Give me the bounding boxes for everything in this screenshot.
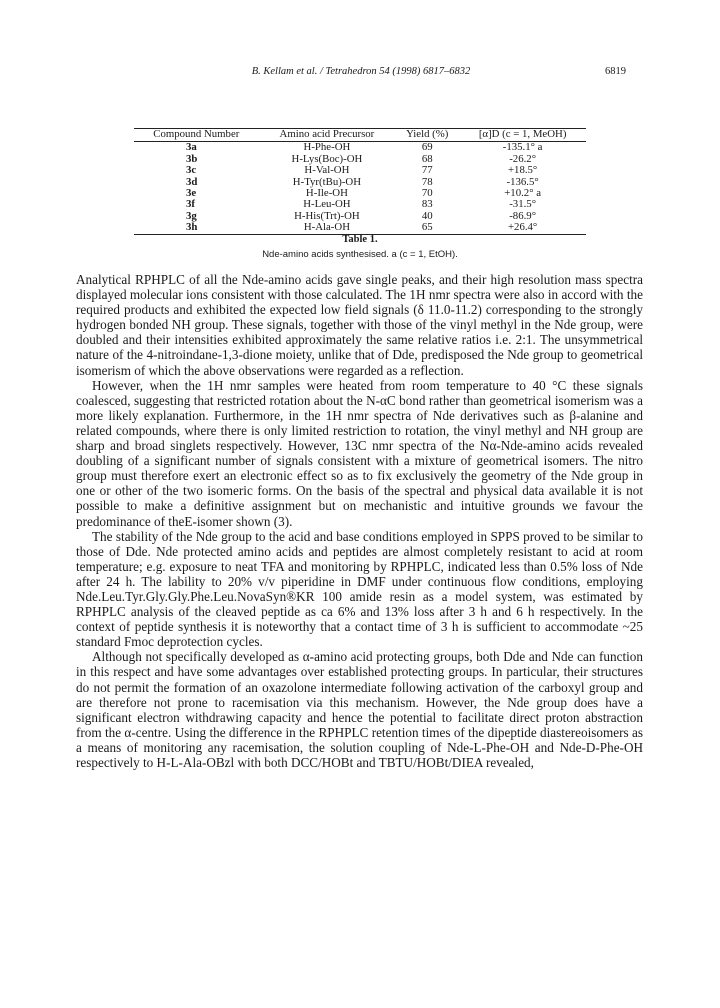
cell-yield: 69 [421,141,433,154]
cell-rotation: -135.1° a [502,141,543,154]
cell-yield: 40 [421,209,433,222]
cell-compound: 3b [186,152,198,165]
table-header-row [134,129,586,142]
col-header-compound: Compound Number [134,129,259,142]
cell-precursor: H-Lys(Boc)-OH [291,152,363,165]
running-title: B. Kellam et al. / Tetrahedron 54 (1998) 6817–6832 [251,66,471,77]
col-header-yield: Yield (%) [395,129,459,142]
cell-rotation: +26.4° [459,222,586,234]
cell-precursor: H-His(Trt)-OH [294,209,360,222]
table-label: Table 1. [342,234,378,245]
cell-rotation: +10.2° a [504,187,542,200]
cell-yield: 83 [421,198,433,211]
cell-precursor: H-Ile-OH [305,187,348,200]
cell-rotation: -31.5° [509,198,537,211]
page-header [96,66,626,82]
cell-compound: 3a [186,141,197,154]
cell-compound: 3h [134,222,259,234]
paragraph: However, when the 1H nmr samples were heated from room temperature to 40 °C these signals coalesced, suggesting that restricted rotation about the N-αC bond rather than geometrical isomerism was a more likely explanation. Furthermore, in the 1H nmr spectra of Nde derivatives such as β-alanine and related compounds, where there is only limited restriction to rotation, the vinyl methyl and NH group are sharp and broad singlets respectively. However, 13C nmr spectra of the Nα-Nde-amino acids revealed doubling of a significant number of signals consistent with a mixture of geometrical isomers. The nitro group must therefore exert an electronic effect so as to fix exclusively the geometry of the Nde group in one or other of the two isomeric forms. On the basis of the spectral and physical data available it is not possible to make a definitive assignment but on mechanistic and intuitive grounds we favour the predominance of theE-isomer shown (3). [76,377,643,529]
cell-precursor: H-Leu-OH [303,198,351,211]
cell-precursor: H-Ala-OH [259,222,396,234]
cell-compound: 3e [186,187,197,200]
cell-rotation: +18.5° [507,164,538,177]
cell-precursor: H-Phe-OH [303,141,351,154]
cell-rotation: -136.5° [506,175,539,188]
compound-table-container [134,128,586,235]
table-caption: Nde-amino acids synthesised. a (c = 1, EtOH). [262,249,458,260]
cell-yield: 68 [421,152,433,165]
cell-rotation: -86.9° [509,209,537,222]
cell-yield: 77 [421,164,433,177]
cell-yield: 70 [421,187,433,200]
cell-precursor: H-Val-OH [304,164,350,177]
table-row [134,222,586,234]
cell-yield: 65 [395,222,459,234]
col-header-precursor: Amino acid Precursor [259,129,396,142]
paragraph: The stability of the Nde group to the acid and base conditions employed in SPPS proved to be similar to those of Dde. Nde protected amino acids and peptides are almost completely resistant to acid at room temperature; e.g. exposure to neat TFA and monitoring by RPHPLC, indicated less than 0.5% loss of Nde after 24 h. The lability to 20% v/v piperidine in DMF under continuous flow conditions, employing Nde.Leu.Tyr.Gly.Gly.Phe.Leu.NovaSyn®KR 100 amide resin as a model system, was estimated by RPHPLC analysis of the cleaved peptide as ca 6% and 13% loss after 3 h and 6 h respectively. In the context of peptide synthesis it is noteworthy that a contact time of 3 h is sufficient to accommodate ~25 standard Fmoc deprotection cycles. [76,528,643,650]
cell-yield: 78 [421,175,433,188]
cell-precursor: H-Tyr(tBu)-OH [292,175,362,188]
paragraph: Although not specifically developed as α-amino acid protecting groups, both Dde and Nde can function in this respect and have some advantages over established protecting groups. In particular, their structures do not permit the formation of an oxazolone intermediate following activation of the carboxyl group and are therefore not prone to racemisation via this mechanism. However, the Nde group does have a significant electron withdrawing capacity and hence the potential to facilitate direct proton abstraction from the α-centre. Using the difference in the RPHPLC retention times of the dipeptide diastereoisomers as a means of monitoring any racemisation, the solution coupling of Nde-L-Phe-OH and Nde-D-Phe-OH respectively to H-L-Ala-OBzl with both DCC/HOBt and TBTU/HOBt/DIEA revealed, [76,649,643,770]
paragraph: Analytical RPHPLC of all the Nde-amino acids gave single peaks, and their high resolution mass spectra displayed molecular ions consistent with those calculated. The 1H nmr spectra were also in accord with the required products and exhibited the expected low field signals (δ 11.0-11.2) corresponding to the strongly hydrogen bonded NH group. These signals, together with those of the vinyl methyl in the Nde group, were doubled and their intensities exhibited approximately the same relative ratios i.e. 2:1. The unsymmetrical nature of the 4-nitroindane-1,3-dione moiety, unlike that of Dde, predisposed the Nde group to geometrical isomerism of which the above observations were regarded as a reflection. [76,272,643,378]
page-number: 6819 [605,66,626,77]
cell-compound: 3g [186,209,197,222]
compound-table [134,128,586,235]
cell-rotation: -26.2° [509,152,537,165]
cell-compound: 3f [186,198,195,211]
col-header-rotation: [α]D (c = 1, MeOH) [459,129,586,142]
body-text [76,272,643,770]
table-row [134,165,586,176]
cell-compound: 3d [186,175,198,188]
cell-compound: 3c [186,164,197,177]
